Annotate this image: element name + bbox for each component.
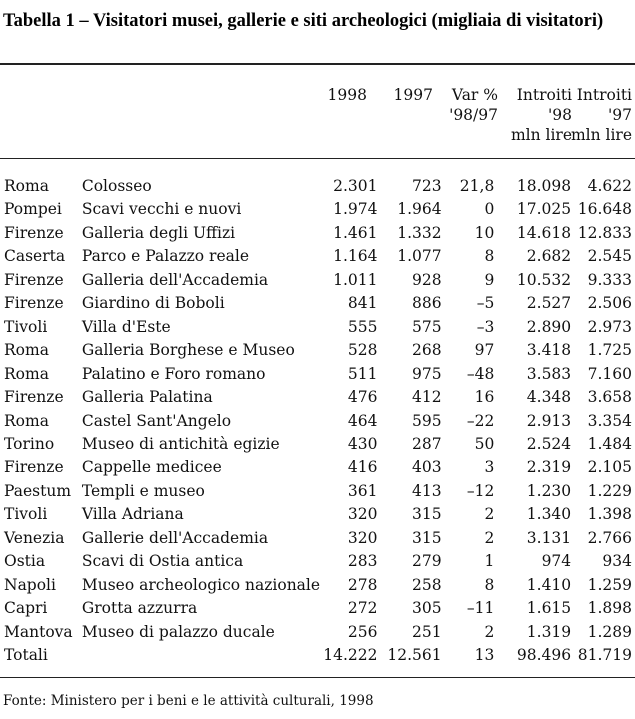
header-introiti-97: Introiti '97 mln lire <box>570 86 632 144</box>
cell-site: Galleria Palatina <box>81 388 213 407</box>
cell-city: Firenze <box>4 458 64 477</box>
cell-introiti-1998: 974 <box>541 552 572 571</box>
cell-introiti-1998: 4.348 <box>526 388 572 407</box>
cell-visitors-1998: 511 <box>347 364 378 383</box>
cell-visitors-1997: 723 <box>412 177 442 195</box>
cell-introiti-1997: 4.622 <box>587 177 632 195</box>
cell-visitors-1998: 320 <box>347 528 378 547</box>
cell-visitors-1997: 975 <box>412 364 442 383</box>
header-var: Var % '98/97 <box>449 86 498 124</box>
cell-visitors-1998: 256 <box>347 622 378 641</box>
cell-var-percent: 2 <box>484 622 495 641</box>
cell-introiti-1998: 18.098 <box>516 177 572 195</box>
table-row <box>0 410 635 433</box>
cell-city: Pompei <box>4 200 62 219</box>
cell-city: Napoli <box>4 575 56 594</box>
cell-var-percent: 21,8 <box>459 177 495 195</box>
table-row <box>0 433 635 456</box>
cell-site: Galleria degli Uffizi <box>81 223 236 242</box>
totals-introiti-1998: 98.496 <box>516 646 572 665</box>
cell-introiti-1998: 10.532 <box>516 270 572 289</box>
cell-introiti-1998: 3.418 <box>526 341 572 360</box>
cell-introiti-1998: 2.524 <box>526 434 572 453</box>
cell-site: Galleria Borghese e Museo <box>81 341 295 360</box>
cell-introiti-1998: 1.230 <box>526 481 572 500</box>
totals-spacer <box>79 644 320 667</box>
cell-visitors-1998: 464 <box>347 411 378 430</box>
cell-var-percent: 3 <box>484 458 495 477</box>
table-row <box>0 339 635 362</box>
cell-site: Cappelle medicee <box>81 458 222 477</box>
cell-introiti-1997: 16.648 <box>577 200 632 219</box>
table-row <box>0 363 635 386</box>
cell-visitors-1998: 1.974 <box>333 200 378 219</box>
cell-introiti-1998: 1.615 <box>526 599 572 618</box>
cell-city: Mantova <box>4 622 73 641</box>
totals-introiti-1997: 81.719 <box>577 646 632 665</box>
cell-site: Museo archeologico nazionale <box>81 575 321 594</box>
table-row <box>0 245 635 268</box>
cell-site: Scavi di Ostia antica <box>81 552 244 571</box>
totals-label: Totali <box>4 646 48 665</box>
table-row <box>0 550 635 573</box>
cell-site: Giardino di Boboli <box>81 294 225 313</box>
cell-visitors-1997: 315 <box>412 528 442 547</box>
header-rule <box>0 158 635 159</box>
cell-visitors-1998: 1.164 <box>333 247 378 266</box>
cell-site: Museo di palazzo ducale <box>81 622 275 641</box>
cell-city: Paestum <box>4 481 72 500</box>
cell-city: Firenze <box>4 388 64 407</box>
cell-var-percent: 2 <box>484 528 495 547</box>
bottom-rule <box>0 677 635 678</box>
cell-var-percent: –5 <box>476 294 495 313</box>
cell-visitors-1997: 413 <box>412 481 442 500</box>
cell-site: Templi e museo <box>81 481 205 500</box>
table-title: Tabella 1 – Visitatori musei, gallerie e siti archeologici (migliaia di visitatori) <box>3 11 604 31</box>
cell-introiti-1998: 3.583 <box>526 364 572 383</box>
cell-site: Castel Sant'Angelo <box>81 411 232 430</box>
cell-visitors-1997: 305 <box>412 599 442 618</box>
cell-city: Firenze <box>4 223 64 242</box>
cell-var-percent: 97 <box>474 341 495 360</box>
cell-introiti-1998: 2.890 <box>526 317 572 336</box>
table-row <box>0 386 635 409</box>
table-row <box>0 175 635 198</box>
cell-introiti-1997: 1.229 <box>587 481 632 500</box>
cell-visitors-1997: 279 <box>412 552 442 571</box>
cell-introiti-1997: 2.506 <box>587 294 632 313</box>
table-row <box>0 269 635 292</box>
cell-introiti-1997: 2.973 <box>587 317 632 336</box>
totals-visitors-1997: 12.561 <box>387 646 442 665</box>
cell-var-percent: 50 <box>474 434 495 453</box>
cell-visitors-1998: 2.301 <box>333 177 378 195</box>
cell-introiti-1998: 1.340 <box>526 505 572 524</box>
cell-site: Colosseo <box>81 177 152 195</box>
cell-var-percent: 16 <box>474 388 495 407</box>
cell-site: Scavi vecchi e nuovi <box>81 200 242 219</box>
cell-var-percent: 1 <box>484 552 495 571</box>
cell-site: Palatino e Foro romano <box>81 364 266 383</box>
cell-introiti-1997: 1.289 <box>587 622 632 641</box>
table-row <box>0 527 635 550</box>
cell-visitors-1997: 1.964 <box>397 200 442 219</box>
cell-var-percent: –11 <box>466 599 495 618</box>
cell-visitors-1997: 412 <box>412 388 442 407</box>
cell-introiti-1997: 2.545 <box>587 247 632 266</box>
cell-site: Parco e Palazzo reale <box>81 247 249 266</box>
totals-visitors-1998: 14.222 <box>323 646 378 665</box>
cell-var-percent: 2 <box>484 505 495 524</box>
header-introiti-98: Introiti '98 mln lire <box>510 86 572 144</box>
cell-introiti-1998: 2.913 <box>526 411 572 430</box>
cell-introiti-1997: 3.658 <box>587 388 632 407</box>
top-rule <box>0 63 635 65</box>
cell-city: Roma <box>4 411 49 430</box>
cell-city: Capri <box>4 599 48 618</box>
table-row <box>0 198 635 221</box>
cell-visitors-1997: 595 <box>412 411 442 430</box>
table-row <box>0 480 635 503</box>
cell-site: Grotta azzurra <box>81 599 198 618</box>
cell-introiti-1997: 1.725 <box>587 341 632 360</box>
cell-var-percent: –48 <box>466 364 495 383</box>
cell-var-percent: –12 <box>466 481 495 500</box>
cell-introiti-1997: 1.484 <box>587 434 632 453</box>
cell-introiti-1998: 17.025 <box>516 200 572 219</box>
cell-site: Villa d'Este <box>81 317 171 336</box>
cell-site: Gallerie dell'Accademia <box>81 528 269 547</box>
table-row <box>0 292 635 315</box>
header-1997: 1997 <box>393 86 433 104</box>
cell-visitors-1998: 555 <box>347 317 378 336</box>
cell-introiti-1998: 14.618 <box>516 223 572 242</box>
cell-introiti-1997: 3.354 <box>587 411 632 430</box>
cell-introiti-1997: 9.333 <box>587 270 632 289</box>
cell-city: Venezia <box>4 528 65 547</box>
cell-visitors-1998: 1.461 <box>333 223 378 242</box>
table-row <box>0 503 635 526</box>
cell-introiti-1998: 2.682 <box>526 247 572 266</box>
header-1998: 1998 <box>327 86 367 104</box>
cell-introiti-1997: 1.398 <box>587 505 632 524</box>
cell-visitors-1997: 315 <box>412 505 442 524</box>
table-body <box>0 175 635 668</box>
cell-visitors-1997: 268 <box>412 341 442 360</box>
cell-introiti-1998: 1.319 <box>526 622 572 641</box>
cell-visitors-1998: 320 <box>347 505 378 524</box>
cell-visitors-1997: 251 <box>412 622 442 641</box>
cell-introiti-1997: 934 <box>602 552 632 571</box>
cell-city: Torino <box>4 434 55 453</box>
cell-visitors-1997: 575 <box>412 317 442 336</box>
cell-introiti-1997: 7.160 <box>587 364 632 383</box>
cell-site: Galleria dell'Accademia <box>81 270 269 289</box>
table-row <box>0 222 635 245</box>
cell-introiti-1998: 2.527 <box>526 294 572 313</box>
cell-city: Roma <box>4 341 49 360</box>
cell-visitors-1998: 430 <box>347 434 378 453</box>
cell-introiti-1997: 2.766 <box>587 528 632 547</box>
cell-introiti-1998: 1.410 <box>526 575 572 594</box>
totals-var-percent: 13 <box>474 646 495 665</box>
table-row <box>0 621 635 644</box>
cell-city: Firenze <box>4 270 64 289</box>
cell-var-percent: 9 <box>484 270 495 289</box>
cell-introiti-1997: 2.105 <box>587 458 632 477</box>
cell-city: Tivoli <box>4 317 48 336</box>
cell-visitors-1998: 361 <box>347 481 378 500</box>
totals-row <box>0 644 635 667</box>
cell-visitors-1997: 886 <box>412 294 442 313</box>
cell-city: Roma <box>4 177 49 195</box>
cell-visitors-1997: 1.077 <box>397 247 442 266</box>
cell-visitors-1998: 283 <box>347 552 378 571</box>
cell-introiti-1997: 12.833 <box>577 223 632 242</box>
cell-var-percent: 10 <box>474 223 495 242</box>
cell-var-percent: 8 <box>484 575 495 594</box>
table-row <box>0 574 635 597</box>
cell-visitors-1998: 841 <box>347 294 378 313</box>
cell-visitors-1997: 287 <box>412 434 442 453</box>
cell-city: Tivoli <box>4 505 48 524</box>
table-row <box>0 316 635 339</box>
cell-var-percent: 0 <box>484 200 495 219</box>
cell-site: Museo di antichità egizie <box>81 434 280 453</box>
table-row <box>0 456 635 479</box>
table-row <box>0 597 635 620</box>
cell-visitors-1998: 272 <box>347 599 378 618</box>
cell-site: Villa Adriana <box>81 505 184 524</box>
source-note: Fonte: Ministero per i beni e le attività culturali, 1998 <box>3 693 374 709</box>
cell-visitors-1997: 1.332 <box>397 223 442 242</box>
cell-visitors-1998: 278 <box>347 575 378 594</box>
cell-introiti-1997: 1.259 <box>587 575 632 594</box>
cell-var-percent: –3 <box>476 317 495 336</box>
cell-city: Ostia <box>4 552 46 571</box>
cell-introiti-1998: 2.319 <box>526 458 572 477</box>
cell-visitors-1997: 403 <box>412 458 442 477</box>
cell-introiti-1997: 1.898 <box>587 599 632 618</box>
cell-visitors-1998: 476 <box>347 388 378 407</box>
cell-var-percent: 8 <box>484 247 495 266</box>
cell-visitors-1998: 416 <box>347 458 378 477</box>
cell-introiti-1998: 3.131 <box>526 528 572 547</box>
cell-visitors-1998: 528 <box>347 341 378 360</box>
cell-city: Roma <box>4 364 49 383</box>
cell-visitors-1998: 1.011 <box>333 270 378 289</box>
cell-city: Firenze <box>4 294 64 313</box>
visitors-table <box>0 175 635 668</box>
cell-city: Caserta <box>4 247 66 266</box>
cell-var-percent: –22 <box>466 411 495 430</box>
cell-visitors-1997: 258 <box>412 575 442 594</box>
cell-visitors-1997: 928 <box>412 270 442 289</box>
